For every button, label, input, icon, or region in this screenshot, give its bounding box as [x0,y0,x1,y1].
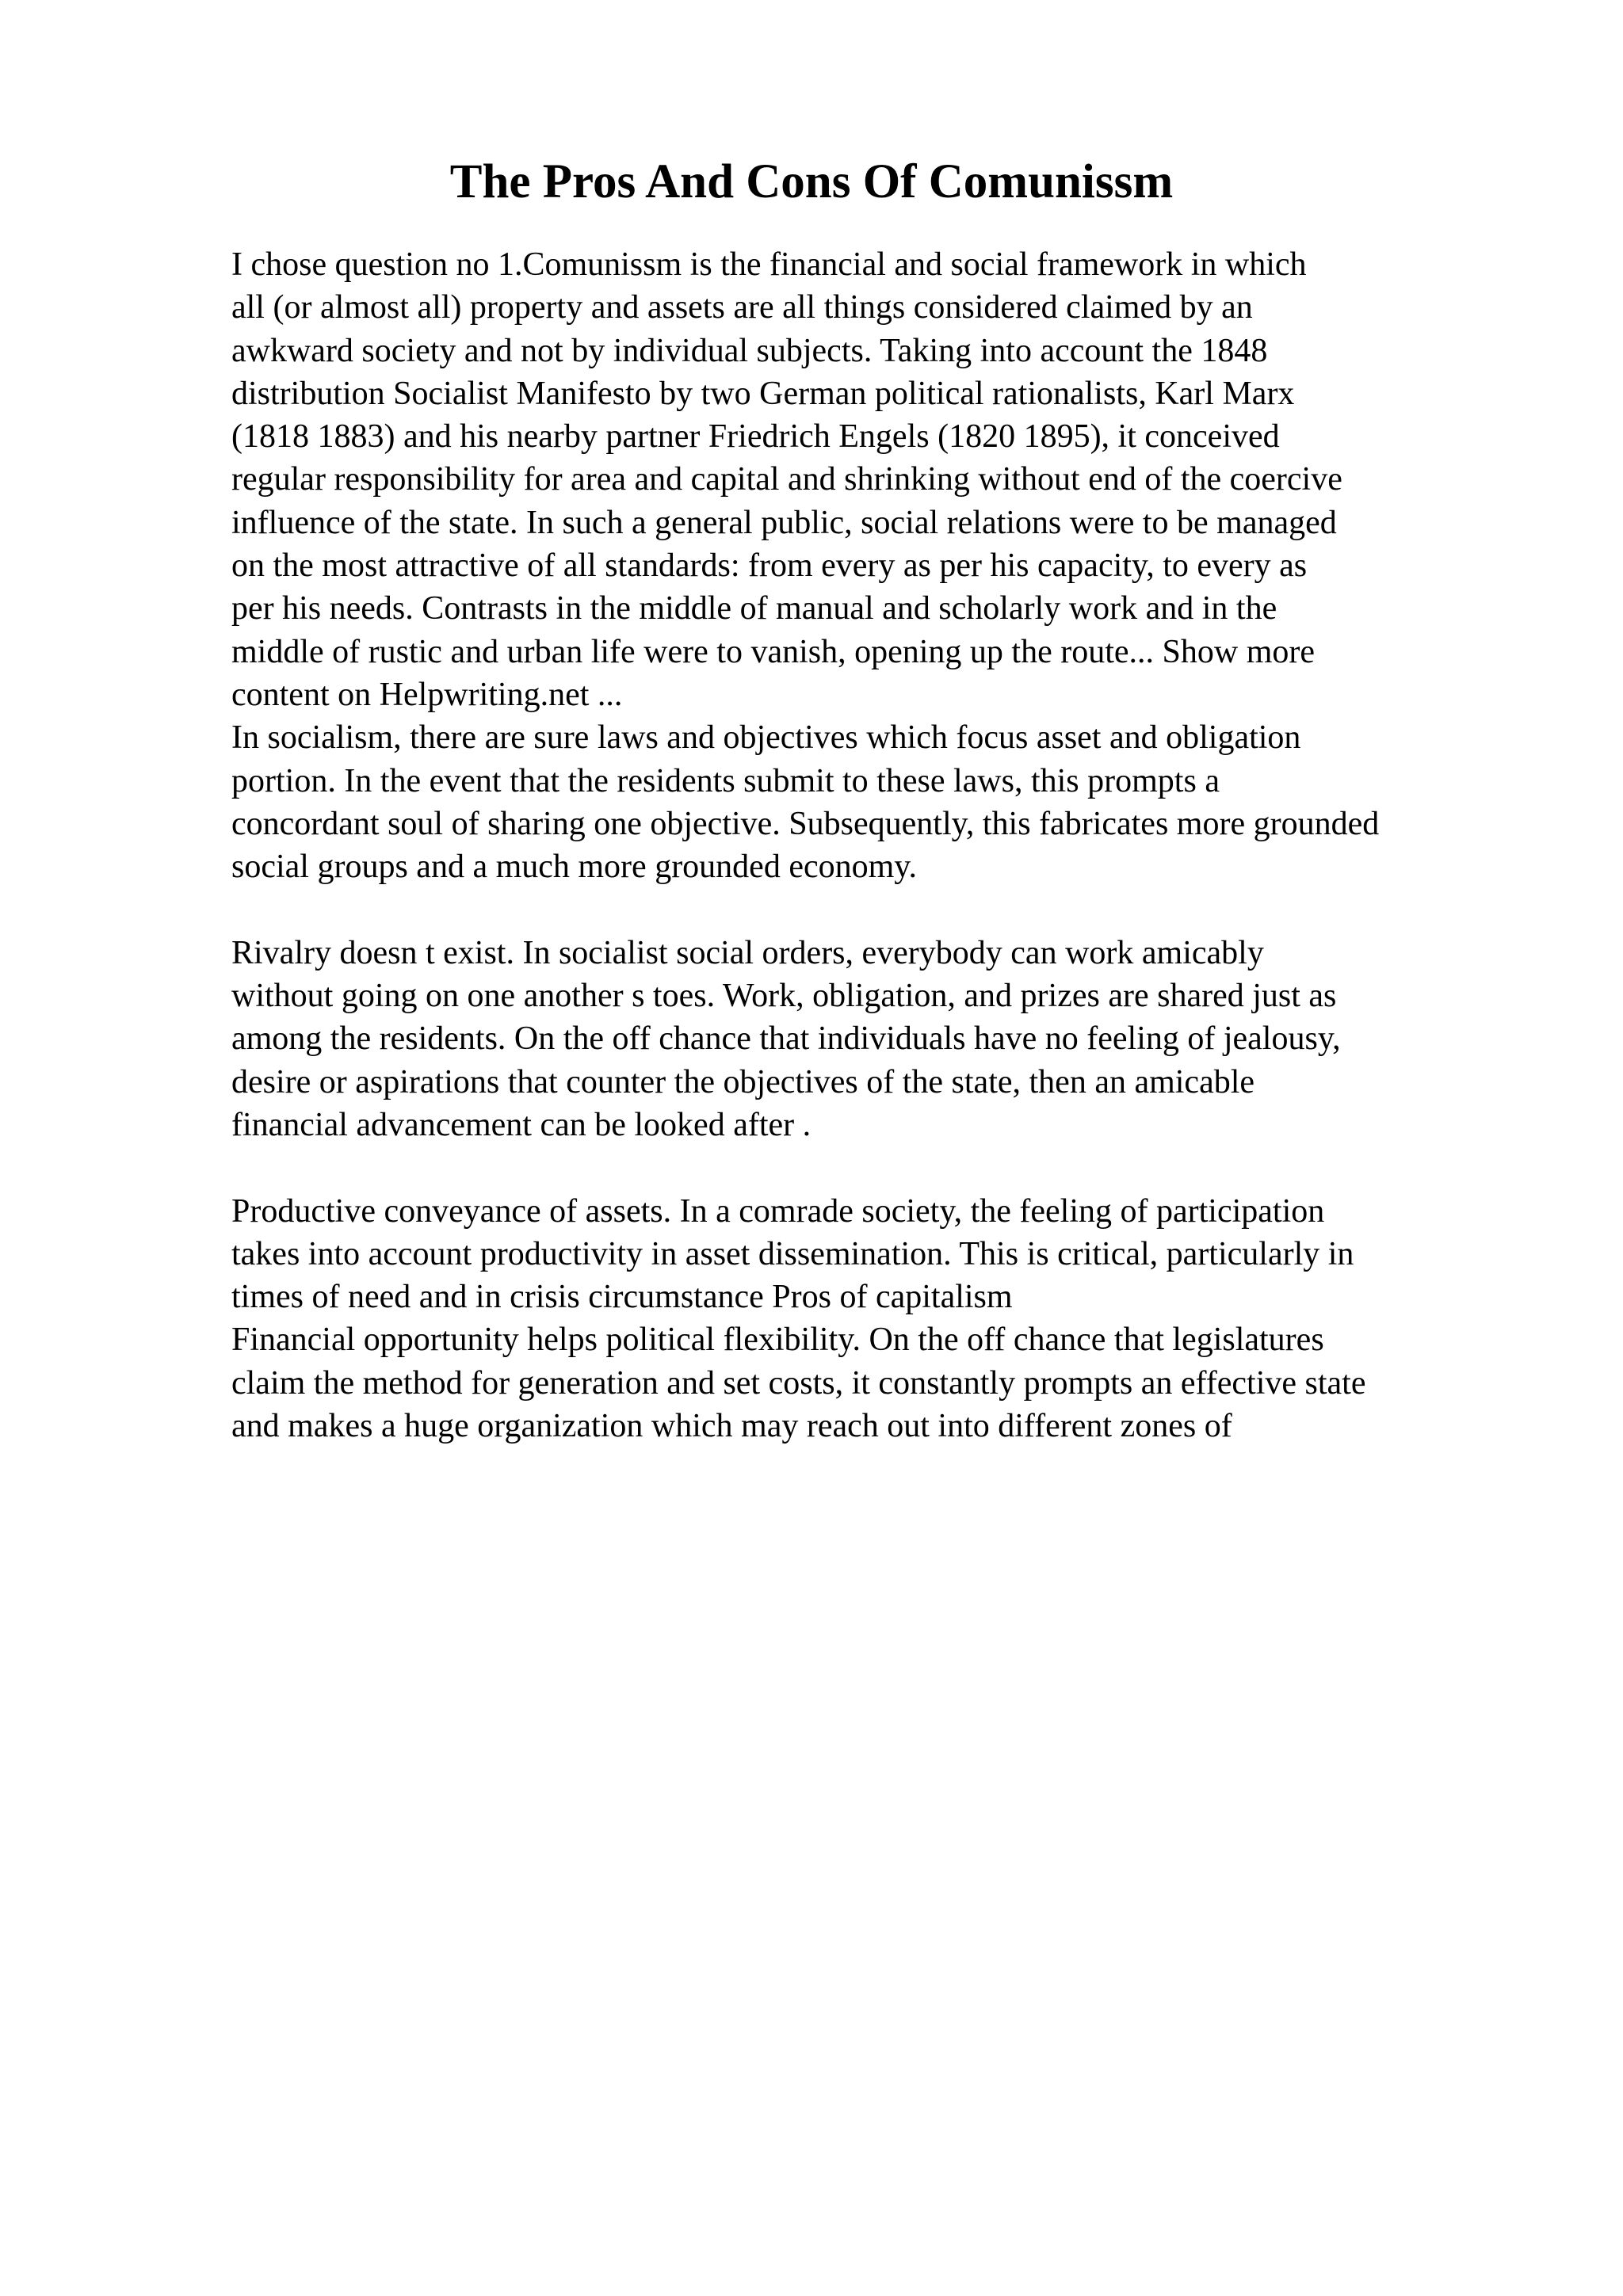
paragraph-3 [231,932,1547,1146]
text-line: times of need and in crisis circumstance Pros of capitalism [231,1279,1013,1316]
text-line: middle of rustic and urban life were to vanish, opening up the route... Show more [231,633,1316,670]
paragraph-4 [231,1190,1547,1319]
text-line: among the residents. On the off chance that individuals have no feeling of jealousy, [231,1020,1341,1058]
text-line: all (or almost all) property and assets are all things considered claimed by an [231,289,1253,326]
text-line: content on Helpwriting.net ... [231,676,623,713]
text-line: Rivalry doesn t exist. In socialist social orders, everybody can work amicably [231,934,1264,971]
text-line: Financial opportunity helps political flexibility. On the off chance that legislatures [231,1322,1324,1359]
text-line: without going on one another s toes. Work, obligation, and prizes are shared just as [231,978,1337,1015]
text-line: distribution Socialist Manifesto by two German political rationalists, Karl Marx [231,375,1295,412]
text-line: concordant soul of sharing one objective. Subsequently, this fabricates more grounded [231,805,1380,842]
text-line: desire or aspirations that counter the objectives of the state, then an amicable [231,1063,1255,1100]
text-line: Productive conveyance of assets. In a comrade society, the feeling of participation [231,1192,1325,1230]
text-line: I chose question no 1.Comunissm is the financial and social framework in which [231,246,1307,283]
document-title: The Pros And Cons Of Comunissm [449,155,1174,208]
text-line: and makes a huge organization which may reach out into different zones of [231,1408,1232,1445]
text-line: (1818 1883) and his nearby partner Friedrich Engels (1820 1895), it conceived [231,418,1280,456]
text-line: takes into account productivity in asset dissemination. This is critical, particularly in [231,1235,1354,1272]
document-body [231,243,1547,1447]
paragraph-5 [231,1318,1547,1447]
paragraph-gap [231,1146,1547,1189]
text-line: per his needs. Contrasts in the middle of manual and scholarly work and in the [231,590,1277,627]
text-line: on the most attractive of all standards: from every as per his capacity, to every as [231,547,1308,585]
text-line: awkward society and not by individual subjects. Taking into account the 1848 [231,332,1268,369]
paragraph-2 [231,716,1547,888]
paragraph-gap [231,888,1547,931]
text-line: influence of the state. In such a general public, social relations were to be managed [231,504,1337,541]
text-line: regular responsibility for area and capital and shrinking without end of the coercive [231,461,1342,498]
text-line: portion. In the event that the residents submit to these laws, this prompts a [231,762,1220,799]
text-line: social groups and a much more grounded economy. [231,849,918,886]
text-line: claim the method for generation and set costs, it constantly prompts an effective state [231,1364,1366,1402]
text-line: In socialism, there are sure laws and objectives which focus asset and obligation [231,719,1301,757]
text-line: financial advancement can be looked after . [231,1106,812,1143]
paragraph-1 [231,243,1547,716]
